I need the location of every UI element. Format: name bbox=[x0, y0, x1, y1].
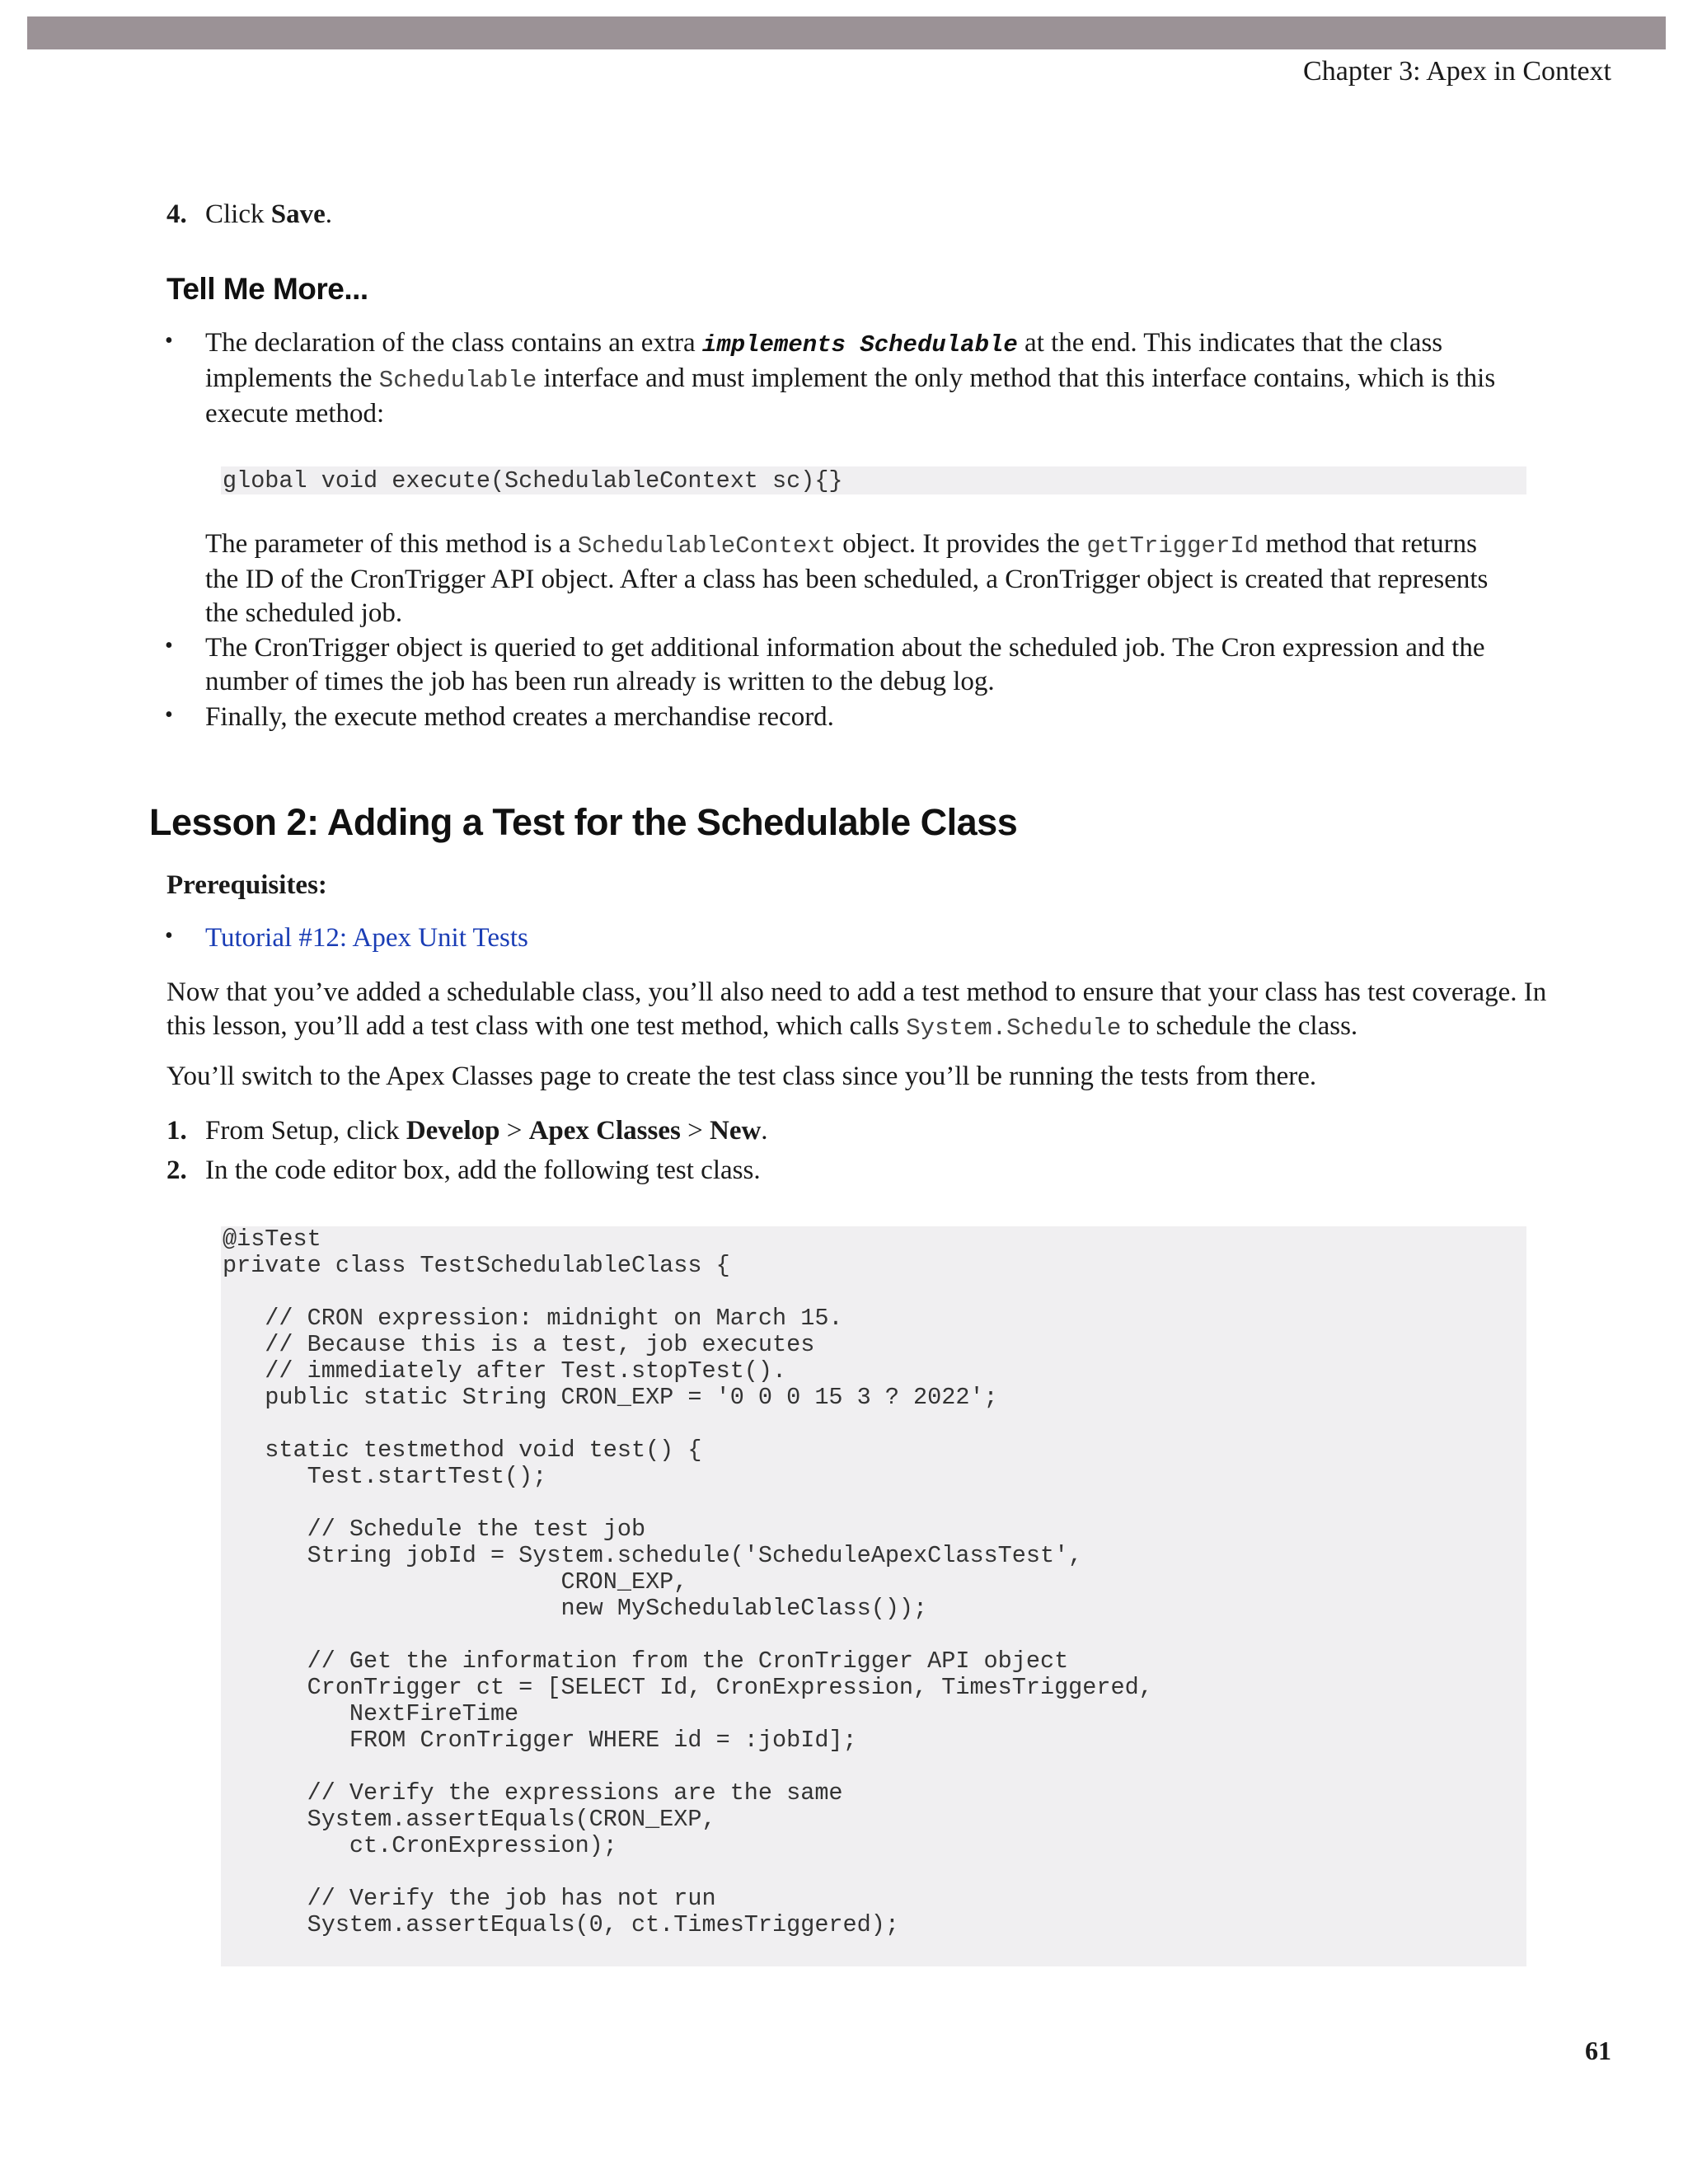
step-1: 1. bbox=[166, 1116, 187, 1146]
running-head: Chapter 3: Apex in Context bbox=[1303, 56, 1611, 87]
step-number: 4. bbox=[166, 199, 187, 229]
step-4 bbox=[166, 198, 187, 232]
bullet-marker: • bbox=[165, 702, 173, 728]
tutorial-link[interactable]: Tutorial #12: Apex Unit Tests bbox=[205, 923, 528, 953]
inline-code: System.Schedule bbox=[906, 1015, 1122, 1042]
bullet-marker: • bbox=[165, 923, 173, 949]
switch-paragraph: You’ll switch to the Apex Classes page to create the test class since you’ll be running the tests from there. bbox=[166, 1062, 1317, 1091]
new-label: New bbox=[709, 1116, 762, 1146]
step-4-text: Click Save. bbox=[205, 199, 332, 229]
inline-code: SchedulableContext bbox=[577, 532, 837, 560]
page-number: 61 bbox=[1585, 2036, 1611, 2065]
bullet-1: The declaration of the class contains an extra implements Schedulable at the end. This indicates that the class implements the Schedulable interface and must implement the only method that this interface contains, which is this execute method: bbox=[205, 328, 1496, 429]
save-label: Save bbox=[270, 199, 326, 229]
test-class-code: @isTest private class TestSchedulableClass { // CRON expression: midnight on March 15. // Because this is a test, job executes // immediately after Test.stopTest(). public static String CRON_EXP = '0 0 0 15 3 ? 2022'; static testmethod void test() { Test.startTest(); // Schedule the test job String jobId = System.schedule('ScheduleApexClassTest', CRON_EXP, new MySchedulableClass()); // Get the information from the CronTrigger API object CronTrigger ct = [SELECT Id, CronExpression, TimesTriggered, NextFireTime FROM CronTrigger WHERE id = :jobId]; // Verify the expressions are the same System.assertEquals(CRON_EXP, ct.CronExpression); // Verify the job has not run System.assertEquals(0, ct.TimesTriggered); bbox=[221, 1226, 1526, 1966]
step-2: 2. bbox=[166, 1155, 187, 1185]
apex-classes-label: Apex Classes bbox=[528, 1116, 681, 1146]
tell-me-more-heading: Tell Me More... bbox=[166, 272, 368, 306]
bullet-marker: • bbox=[165, 328, 173, 354]
intro-paragraph: Now that you’ve added a schedulable class, you’ll also need to add a test method to ensure that your class has test coverage. In this lesson, you’ll add a test class with one test method, which calls System.Schedule to schedule the class. bbox=[166, 977, 1547, 1042]
bullet-3: Finally, the execute method creates a merchandise record. bbox=[205, 702, 834, 732]
inline-code: getTriggerId bbox=[1086, 532, 1259, 560]
step-2-text: In the code editor box, add the following test class. bbox=[205, 1155, 761, 1185]
lesson-heading: Lesson 2: Adding a Test for the Schedulable Class bbox=[149, 801, 1018, 843]
code-snippet: global void execute(SchedulableContext sc){} bbox=[221, 466, 1526, 494]
inline-code: Schedulable bbox=[378, 367, 537, 394]
inline-code: implements Schedulable bbox=[701, 331, 1018, 359]
bullet-marker: • bbox=[165, 633, 173, 658]
bullet-2: The CronTrigger object is queried to get additional information about the scheduled job. The Cron expression and the number of times the job has been run already is written to the debug log. bbox=[205, 633, 1485, 696]
step-1-text: From Setup, click Develop > Apex Classes > New. bbox=[205, 1116, 768, 1146]
parameter-paragraph: The parameter of this method is a SchedulableContext object. It provides the getTriggerId method that returns the ID of the CronTrigger API object. After a class has been scheduled, a CronTrigger object is created that represents the scheduled job. bbox=[205, 529, 1489, 628]
prerequisites-label: Prerequisites: bbox=[166, 870, 327, 900]
develop-label: Develop bbox=[406, 1116, 500, 1146]
header-bar bbox=[27, 16, 1666, 49]
